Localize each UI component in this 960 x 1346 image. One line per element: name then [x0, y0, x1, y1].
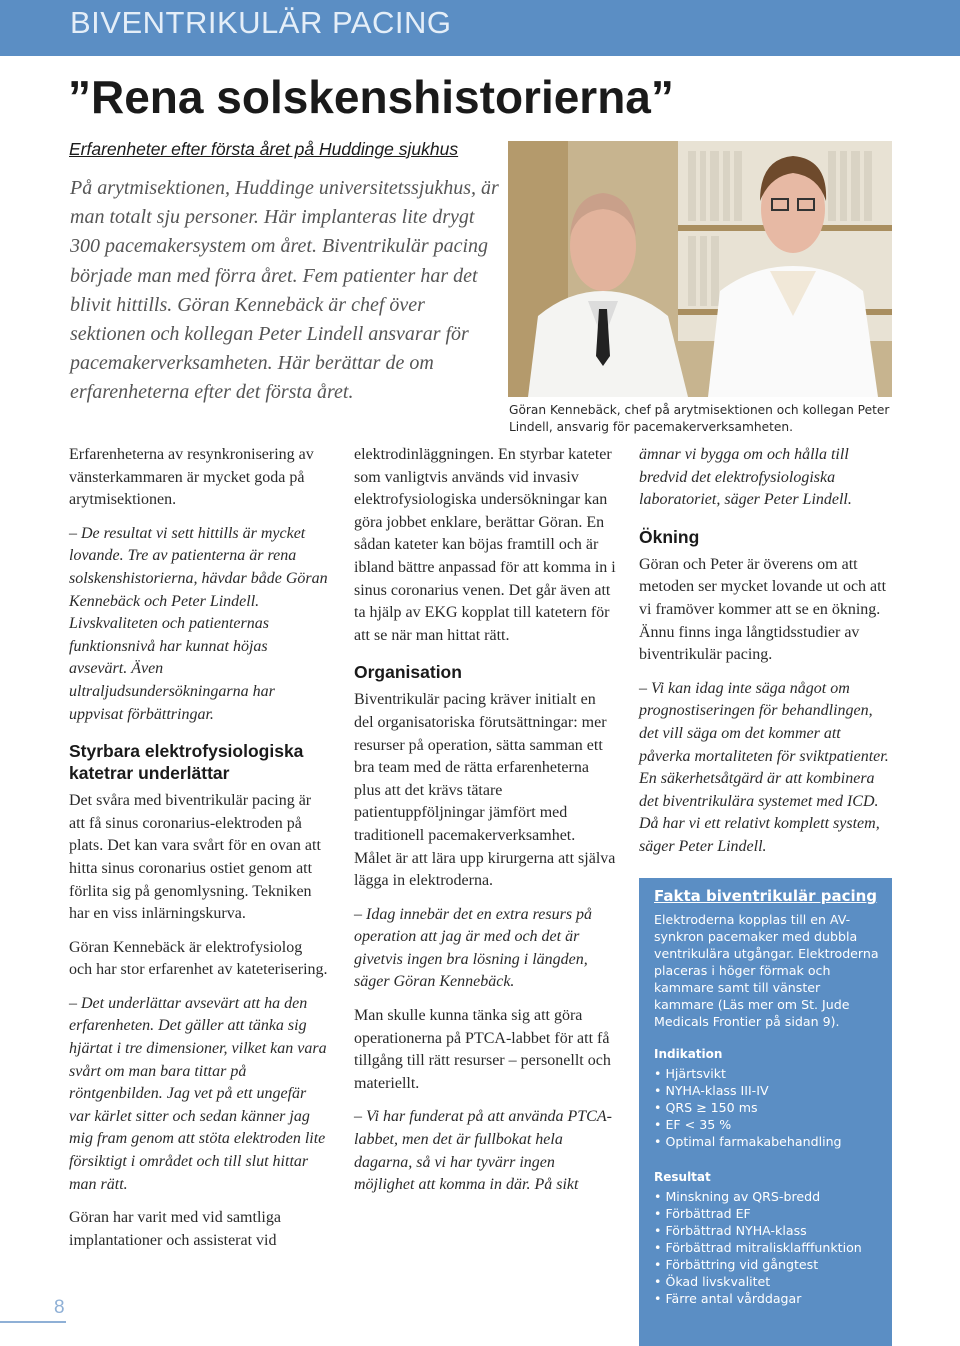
- list-item: • NYHA-klass III-IV: [654, 1082, 882, 1099]
- doctors-photo: [508, 141, 892, 397]
- paragraph: Göran Kennebäck är elektrofysiolog och har stor erfarenhet av kateterisering.: [69, 938, 328, 979]
- list-item: • Förbättrad NYHA-klass: [654, 1222, 882, 1239]
- page-number-rule: [0, 1321, 66, 1323]
- result-list: [654, 1188, 882, 1307]
- quote-paragraph: ämnar vi bygga om och hålla till bredvid det elektrofysiologiska laboratoriet, säger Peter Lindell.: [639, 446, 852, 509]
- list-item: • Förbättring vid gångtest: [654, 1256, 882, 1273]
- list-item: • QRS ≥ 150 ms: [654, 1099, 882, 1116]
- list-item: • Ökad livskvalitet: [654, 1273, 882, 1290]
- page-number: 8: [54, 1297, 65, 1318]
- list-item: • EF < 35 %: [654, 1116, 882, 1133]
- doctors-photo-illustration: [508, 141, 892, 397]
- fact-box: [639, 878, 892, 1346]
- column-2: [354, 444, 616, 1208]
- paragraph: Det svåra med biventrikulär pacing är att få sinus coronarius-elektroden på plats. Det kan vara svårt för en ovan att hitta sinus coronarius ostiet genom att förlita sig på genomlysning. Tekniken har en viss inlärningskurva.: [69, 792, 321, 923]
- section-banner: [0, 0, 960, 56]
- indication-list: [654, 1065, 882, 1150]
- result-heading: Resultat: [654, 1170, 711, 1184]
- indication-section: [654, 1047, 882, 1150]
- article-title: ”Rena solskenshistorierna”: [68, 71, 674, 123]
- list-item: • Hjärtsvikt: [654, 1065, 882, 1082]
- paragraph: Erfarenheterna av resynkronisering av vänsterkammaren är mycket goda på arytmisektionen.: [69, 446, 314, 509]
- paragraph: Göran har varit med vid samtliga implantationer och assisterat vid: [69, 1209, 281, 1249]
- quote-paragraph: – Vi har funderat på att använda PTCA-labbet, men det är fullbokat hela dagarna, så vi har tyvärr ingen möjlighet att komma in där. På sikt: [354, 1108, 612, 1194]
- quote-paragraph: – Idag innebär det en extra resurs på operation att jag är med och det är givetvis ingen bra lösning i längden, säger Göran Kennebäck.: [354, 905, 593, 991]
- column-1: [69, 444, 329, 1263]
- quote-paragraph: – Det underlättar avsevärt att ha den erfarenheten. Det gäller att tänka sig hjärtat i tre dimensioner, vilket kan vara svårt om man bara tittar på röntgenbilden. Jag vet på ett ungefär var kärlet sitter och sedan känner jag mig fram genom att stöta elektroden lite försiktigt i området och till slut hittar man rätt.: [69, 994, 327, 1193]
- article-subtitle: Erfarenheter efter första året på Huddinge sjukhus: [69, 139, 459, 159]
- list-item: • Färre antal vårddagar: [654, 1290, 882, 1307]
- section-heading: Ökning: [639, 526, 700, 547]
- photo-caption: Göran Kennebäck, chef på arytmisektionen och kollegan Peter Lindell, ansvarig för pacemakerverksamheten.: [509, 403, 890, 434]
- section-heading: Styrbara elektrofysiologiska katetrar underlättar: [69, 741, 304, 784]
- indication-heading: Indikation: [654, 1047, 723, 1061]
- section-title: BIVENTRIKULÄR PACING: [70, 5, 452, 40]
- list-item: • Förbättrad EF: [654, 1205, 882, 1222]
- quote-paragraph: – Vi kan idag inte säga något om prognostiseringen för behandlingen, det vill säga om det kommer att påverka mortaliteten för sviktpatienter. En säkerhetsåtgärd är att kombinera det biventrikulära systemet med ICD. Då har vi ett relativt komplett system, säger Peter Lindell.: [639, 679, 889, 855]
- article-lead: På arytmisektionen, Huddinge universitetssjukhus, är man totalt sju personer. Här implanteras lite drygt 300 pacemakersystem om året. Biventrikulär pacing började man med förra året. Fem patienter har det blivit hittills. Göran Kennebäck är chef över sektionen och kollegan Peter Lindell ansvarar för pacemakerverksamheten. Här berättar de om erfarenheterna efter det första året.: [70, 177, 499, 404]
- paragraph: Biventrikulär pacing kräver initialt en del organisatoriska förutsättningar: mer resurser på operation, sätta samman ett bra team med de rätta erfarenheterna plus att det krävs tätare patientuppföljningar jämfört med traditionell pacemakerverksamhet. Målet är att lära upp kirurgerna att själva lägga in elektroderna.: [354, 691, 616, 890]
- paragraph: Man skulle kunna tänka sig att göra operationerna på PTCA-labbet för att få tillgång till rätt resurser – personellt och materiellt.: [354, 1007, 611, 1092]
- section-heading: Organisation: [354, 662, 462, 683]
- quote-paragraph: – De resultat vi sett hittills är mycket lovande. Tre av patienterna är rena solskenshistorierna, hävdar både Göran Kennebäck och Peter Lindell. Livskvaliteten och patienternas funktionsnivå har kunnat höjas avsevärt. Även ultraljudsundersökningarna har uppvisat förbättringar.: [69, 524, 328, 723]
- fact-box-title: Fakta biventrikulär pacing: [654, 887, 878, 905]
- list-item: • Minskning av QRS-bredd: [654, 1188, 882, 1205]
- result-section: [654, 1170, 882, 1307]
- column-3: [639, 444, 894, 870]
- paragraph: elektrodinläggningen. En styrbar kateter som vanligtvis används vid invasiv elektrofysiologiska undersökningar kan göra jobbet enklare, berättar Göran. En sådan kateter kan böjas framtill och är ibland bättre anpassad för att komma in i sinus coronarius venen. Det går även att ta hjälp av EKG kopplat till katetern för att se när man hittat rätt.: [354, 446, 616, 644]
- list-item: • Optimal farmakabehandling: [654, 1133, 882, 1150]
- paragraph: Göran och Peter är överens om att metoden ser mycket lovande ut och att vi framöver kommer att se en ökning. Ännu finns inga långtidsstudier av biventrikulär pacing.: [639, 555, 887, 664]
- fact-box-text: Elektroderna kopplas till en AV-synkron pacemaker med dubbla ventrikulära utgångar. Elektroderna placeras i höger förmak och kammare samt till vänster kammare (Läs mer om St. Jude Medicals Frontier på sidan 9).: [654, 912, 879, 1029]
- list-item: • Förbättrad mitralisklafffunktion: [654, 1239, 882, 1256]
